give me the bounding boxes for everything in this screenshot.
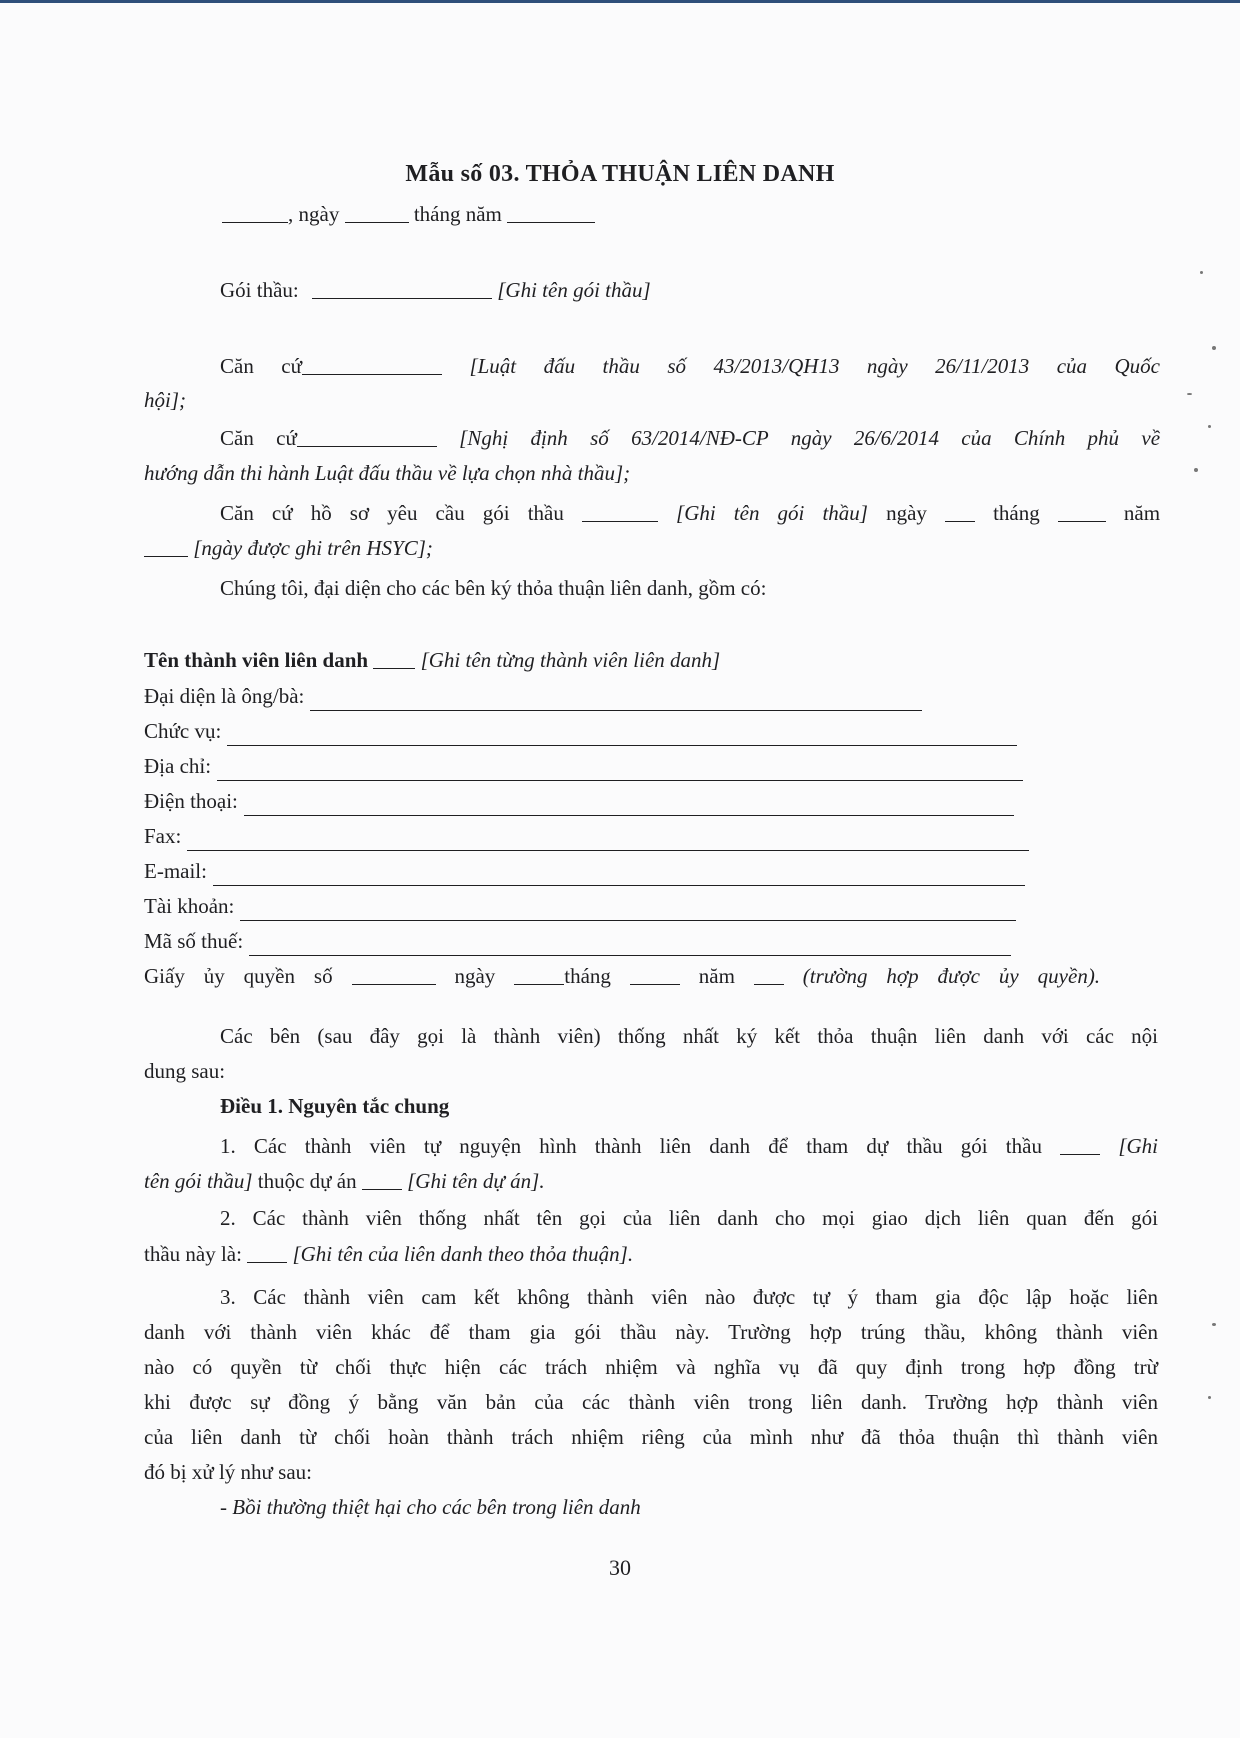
page-title: Mẫu số 03. THỎA THUẬN LIÊN DANH: [405, 161, 835, 187]
blank-can-cu-1: [302, 354, 442, 375]
can-cu-1-hint: [Luật đấu thầu số 43/2013/QH13 ngày 26/11/2013 của Quốc: [469, 354, 1160, 378]
can-cu-2-line: [220, 423, 1160, 453]
can-cu-1-line: [220, 351, 1160, 381]
blank-year: [507, 202, 595, 223]
member-line: [144, 645, 720, 675]
member-label: Tên thành viên liên danh: [144, 648, 369, 672]
p3-line-6: đó bị xử lý như sau:: [144, 1460, 313, 1484]
chuc-vu-field: [144, 716, 1017, 746]
dai-dien-field: [144, 681, 922, 711]
blank-giay-nam: [754, 964, 784, 985]
blank-giay-so: [352, 964, 436, 985]
scan-speck: [1187, 393, 1192, 395]
chuc-vu-label: Chức vụ:: [144, 719, 222, 743]
p1-text: 1. Các thành viên tự nguyện hình thành liên danh để tham dự thầu gói thầu: [220, 1134, 1042, 1158]
can-cu-3-hint-b: [ngày được ghi trên HSYC];: [193, 536, 433, 560]
blank-nam: [144, 536, 188, 557]
p2-hint: [Ghi tên của liên danh theo thỏa thuận].: [292, 1242, 634, 1266]
p2-line-1: 2. Các thành viên thống nhất tên gọi của liên danh cho mọi giao dịch liên quan đến gói: [220, 1206, 1158, 1230]
p1-hint-du-an: [Ghi tên dự án].: [407, 1169, 545, 1193]
scan-speck: [1208, 1396, 1211, 1399]
p3-line-5: của liên danh từ chối hoàn thành trách nhiệm riêng của mình như đã thỏa thuận thì thành viên: [144, 1425, 1158, 1449]
p1-line-2: [144, 1166, 545, 1196]
giay-uy-quyen-label: Giấy ủy quyền số: [144, 964, 333, 988]
p3-line-1: 3. Các thành viên cam kết không thành viên nào được tự ý tham gia độc lập hoặc liên: [220, 1285, 1158, 1309]
blank-can-cu-3: [582, 501, 658, 522]
p1-line-1: [220, 1131, 1158, 1161]
ma-so-thue-blank: [249, 933, 1011, 956]
can-cu-2-line-2: [144, 458, 630, 488]
p3-line-4: khi được sự đồng ý bằng văn bản của các thành viên trong liên danh. Trường hợp thành viên: [144, 1390, 1158, 1414]
giay-uy-quyen-line: [144, 961, 1100, 991]
page-number: 30: [609, 1555, 631, 1580]
blank-p1: [1060, 1134, 1100, 1155]
p1-hint-b: tên gói thầu]: [144, 1169, 253, 1193]
fax-field: [144, 821, 1029, 851]
dia-chi-label: Địa chỉ:: [144, 754, 212, 778]
date-line: [222, 199, 595, 229]
p1-text-b: thuộc dự án: [257, 1169, 357, 1193]
blank-ngay: [945, 501, 975, 522]
can-cu-3-line: [220, 498, 1160, 528]
can-cu-3-line-2: [144, 533, 433, 563]
can-cu-1-hint-b: hội];: [144, 388, 186, 412]
email-blank: [213, 863, 1025, 886]
ma-so-thue-label: Mã số thuế:: [144, 929, 244, 953]
goi-thau-line: [220, 275, 651, 305]
giay-nam-label: năm: [698, 964, 735, 988]
ma-so-thue-field: [144, 926, 1011, 956]
giay-ngay-label: ngày: [454, 964, 496, 988]
blank-thang: [1058, 501, 1106, 522]
member-hint: [Ghi tên từng thành viên liên danh]: [420, 648, 721, 672]
agree-line: Các bên (sau đây gọi là thành viên) thống nhất ký kết thỏa thuận liên danh với các nội: [220, 1024, 1158, 1048]
can-cu-3-ngay: ngày: [886, 501, 927, 525]
p2-text-b: thầu này là:: [144, 1242, 242, 1266]
giay-thang-label: tháng: [564, 964, 611, 988]
can-cu-2-hint: [Nghị định số 63/2014/NĐ-CP ngày 26/6/2014 của Chính phủ về: [459, 426, 1161, 450]
dien-thoai-blank: [244, 793, 1014, 816]
dia-chi-blank: [217, 758, 1023, 781]
goi-thau-label: Gói thầu:: [220, 278, 299, 302]
p1-hint: [Ghi: [1118, 1134, 1158, 1158]
bullet-text: - Bồi thường thiệt hại cho các bên trong liên danh: [220, 1495, 641, 1519]
scan-speck: [1194, 468, 1198, 472]
chuc-vu-blank: [227, 723, 1017, 746]
tai-khoan-field: [144, 891, 1016, 921]
blank-goi-thau: [312, 278, 492, 299]
can-cu-2-label: Căn cứ: [220, 426, 297, 450]
dieu-1-heading: [220, 1091, 449, 1121]
blank-giay-ngay: [514, 964, 564, 985]
can-cu-3-hint: [Ghi tên gói thầu]: [676, 501, 868, 525]
scan-speck: [1212, 346, 1216, 350]
intro-line: Chúng tôi, đại diện cho các bên ký thỏa thuận liên danh, gồm có:: [220, 576, 767, 600]
p2-line-2: [144, 1239, 633, 1269]
can-cu-1-label: Căn cứ: [220, 354, 302, 378]
date-thang-label: tháng: [413, 202, 461, 226]
bullet-line: [220, 1492, 641, 1522]
can-cu-3-nam: năm: [1123, 501, 1161, 525]
agree-line-2: dung sau:: [144, 1059, 226, 1083]
fax-blank: [187, 828, 1029, 851]
can-cu-1-line-2: [144, 385, 186, 415]
p3-line-3: nào có quyền từ chối thực hiện các trách nhiệm và nghĩa vụ đã quy định trong hợp đồng trừ: [144, 1355, 1158, 1379]
can-cu-3-label: Căn cứ hồ sơ yêu cầu gói thầu: [220, 501, 564, 525]
dieu-1-heading-text: Điều 1. Nguyên tắc chung: [220, 1094, 450, 1118]
giay-hint: (trường hợp được ủy quyền).: [802, 964, 1101, 988]
can-cu-2-hint-b: hướng dẫn thi hành Luật đấu thầu về lựa chọn nhà thầu];: [144, 461, 631, 485]
date-ngay-label: , ngày: [288, 202, 340, 226]
dai-dien-blank: [310, 688, 922, 711]
scan-speck: [1200, 271, 1203, 274]
scan-speck: [1208, 425, 1211, 428]
dai-dien-label: Đại diện là ông/bà:: [144, 684, 305, 708]
date-nam-label: năm: [465, 202, 502, 226]
blank-giay-thang: [630, 964, 680, 985]
dia-chi-field: [144, 751, 1023, 781]
tai-khoan-label: Tài khoản:: [144, 894, 235, 918]
blank-day: [345, 202, 409, 223]
goi-thau-hint: [Ghi tên gói thầu]: [497, 278, 651, 302]
p3-line-2: danh với thành viên khác để tham gia gói thầu này. Trường hợp trúng thầu, không thành viên: [144, 1320, 1158, 1344]
fax-label: Fax:: [144, 824, 182, 848]
email-field: [144, 856, 1025, 886]
blank-can-cu-2: [297, 426, 437, 447]
dien-thoai-label: Điện thoại:: [144, 789, 238, 813]
blank-place: [222, 202, 288, 223]
blank-p1-du-an: [362, 1169, 402, 1190]
blank-p2: [247, 1242, 287, 1263]
blank-member: [373, 648, 415, 669]
tai-khoan-blank: [240, 898, 1016, 921]
email-label: E-mail:: [144, 859, 207, 883]
dien-thoai-field: [144, 786, 1014, 816]
can-cu-3-thang: tháng: [993, 501, 1040, 525]
scan-speck: [1212, 1323, 1216, 1326]
